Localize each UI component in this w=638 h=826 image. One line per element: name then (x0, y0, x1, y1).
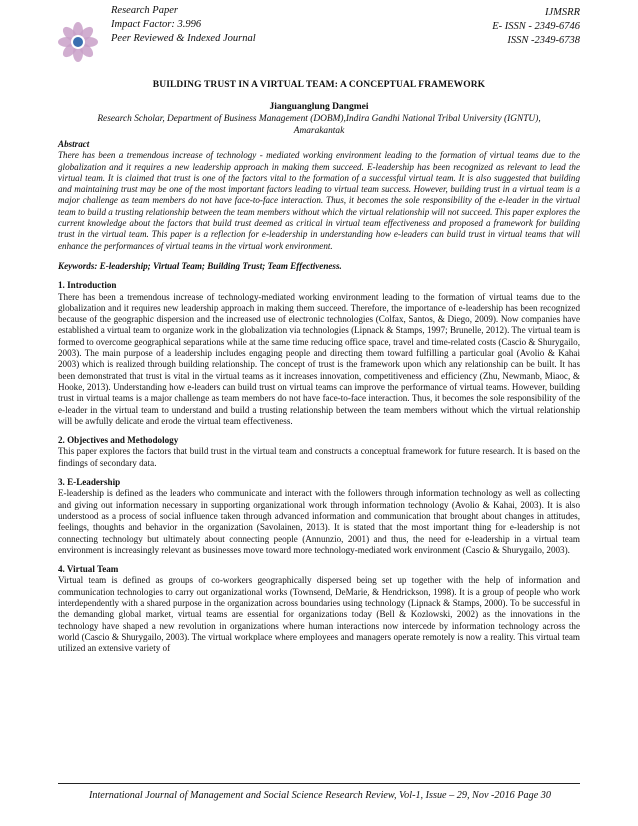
abstract-text: There has been a tremendous increase of technology - mediated working environment leading to the formation of virtual teams due to the globalization and it requires a new leadership approach in making them succeed. E-leadership has been recognized as relevant to lead the virtual team. It is claimed that trust is one of the factors vital to the formation of a successful virtual team. It is also suggested that building and maintaining trust may be one of the most important factors leading to virtual team success. However, building trust in a virtual team is a major challenge as team members do not have face-to-face interaction. Thus, it becomes the sole responsibility of the e-leader in the virtual team to build a trusting relationship between the team members without which the virtual relationship will not succeed. This paper explores the current knowledge about the factors that build trust deemed as critical in virtual team effectiveness and proposed a framework for building trust in the virtual team. This paper is a reflection for e-leadership in understanding how e-leaders can build trust in virtual teams that will enhance the performances of virtual teams in the virtual work environment. (58, 150, 580, 251)
section-text-introduction: There has been a tremendous increase of technology-mediated working environment leading to the formation of virtual teams due to the globalization and it requires new leadership approach in making them succeed. Therefore, the importance of e-leadership has been recognized because of the geographic dispersion and the increased use of electronic technologies (Colfax, Santos, & Diego, 2009). Now companies have established a virtual team to organize work in the globalization via technologies (Lipnack & Stamps, 1997; Brunelle, 2012). The virtual team is formed to overcome geographical separations while at the same time reducing office space, travel and time-related costs (Cascio & Shurygailo, 2003). The main purpose of a leadership includes engaging people and directing them toward fulfilling a particular goal (Avolio & Kahai 2003) which is realized through building relationship. The concept of trust is the framework upon which any relationship can be built. It has been demonstrated that trust is vital in the virtual teams as it increases innovation, competitiveness and efficiency (Zhu, Newmanb, Miaoc, & Hooke, 2013). Understanding how e-leaders can build trust on virtual teams can improve the performance of virtual teams. However, building trust in virtual teams is a major challenge as team members do not have face-to-face interaction. Thus, it becomes the sole responsibility of the e-leader in the virtual team to understand and build a trusting relationship between the team members without which the virtual relationship will be awfully delicate and erode the virtual team effectiveness. (58, 291, 580, 426)
section-text-objectives: This paper explores the factors that build trust in the virtual team and constructs a conceptual framework for future research. It is based on the findings of secondary data. (58, 446, 580, 468)
section-heading-virtual-team: 4. Virtual Team (58, 564, 119, 575)
keywords: Keywords: E-leadership; Virtual Team; Building Trust; Team Effectiveness. (58, 260, 342, 271)
page-footer: International Journal of Management and Social Science Research Review, Vol-1, Issue – 29, Nov -2016 Page 30 (88, 790, 551, 801)
paper-type: Research Paper (111, 5, 178, 16)
issn: ISSN -2349-6738 (507, 35, 580, 46)
section-heading-e-leadership: 3. E-Leadership (58, 477, 121, 488)
lotus-logo-icon (58, 22, 98, 62)
journal-info-right (492, 6, 580, 48)
impact-factor: Impact Factor: 3.996 (111, 19, 202, 30)
review-status: Peer Reviewed & Indexed Journal (111, 33, 256, 44)
affiliation-line-1: Research Scholar, Department of Business Management (DOBM),Indira Gandhi National Tribal University (IGNTU), (97, 114, 541, 124)
e-issn: E- ISSN - 2349-6746 (492, 21, 580, 32)
journal-info-left (111, 4, 256, 46)
section-heading-objectives: 2. Objectives and Methodology (58, 435, 179, 446)
journal-abbrev: IJMSRR (545, 7, 580, 18)
affiliation-line-2: Amarakantak (293, 125, 345, 136)
section-text-virtual-team: Virtual team is defined as groups of co-workers geographically dispersed being set up together with the help of information and communication technologies to carry out organizational works (Townsend, DeMarie, & Hendrickson, 1998). It is a group of people who work interdependently with a shared purpose in the organization across boundaries using technology (Lipnack & Stamps, 2000). To be successful in the demanding global market, virtual teams are essential for organizations today (Bell & Kozlowski, 2002) as the innovations in the technology have shaped a new revolution in organizations where human interactions now intercede by information technology across the world (Cascio & Shurygailo, 2003). The virtual workplace where employees and managers operate remotely is now a reality. This virtual team utilized an extensive variety of (58, 575, 580, 654)
section-heading-introduction: 1. Introduction (58, 280, 117, 291)
abstract-heading: Abstract (58, 139, 90, 149)
author-name: Jianguanglung Dangmei (269, 102, 369, 112)
paper-body (58, 139, 580, 654)
section-text-e-leadership: E-leadership is defined as the leaders who communicate and interact with the followers through information technology as well as collecting and giving out information necessary in supporting organizational work through information technology (Avolio & Kahai, 2003). It is also understood as a process of social influence taken through advanced information and communication that brought about changes in attitudes, feelings, thoughts and behavior in the organization (Savolainen, 2013). It is stated that the most important thing for e-leadership is not connecting technology but ultimately about connecting people (Annunzio, 2001) and thus, the need for e-leadership in a virtual team environment is increasingly relevant as businesses move toward more technology-mediated work environment (Cascio & Shurygailo, 2003). (58, 488, 580, 555)
footer-divider (58, 783, 580, 784)
paper-title: BUILDING TRUST IN A VIRTUAL TEAM: A CONCEPTUAL FRAMEWORK (152, 80, 486, 90)
author-affiliation (58, 114, 580, 137)
